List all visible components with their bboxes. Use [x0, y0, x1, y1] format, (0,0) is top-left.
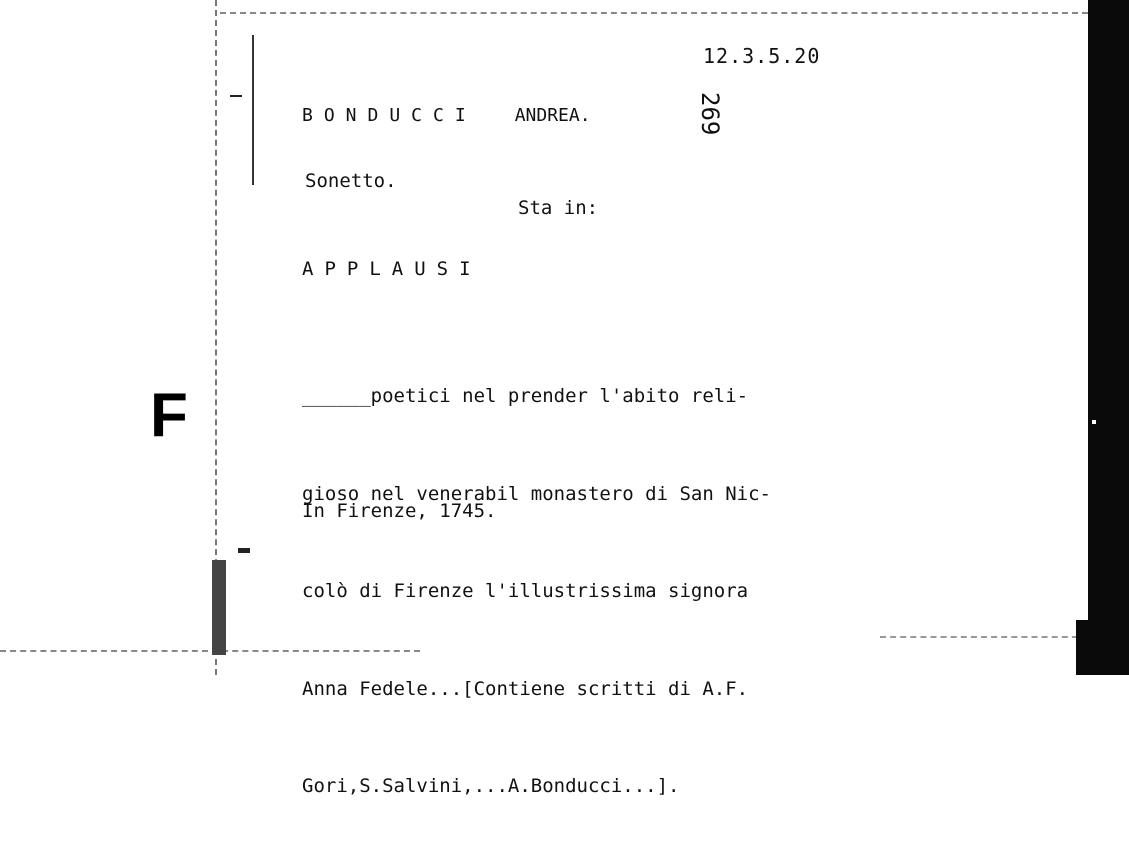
section-letter: F	[150, 381, 188, 450]
author-surname: BONDUCCI	[302, 105, 477, 126]
scan-speck	[238, 548, 250, 553]
scan-speck	[1092, 420, 1096, 424]
catalog-number: 12.3.5.20	[703, 44, 821, 68]
description-line: gioso nel venerabil monastero di San Nic-	[302, 482, 771, 505]
scan-smudge	[212, 560, 226, 655]
description-block	[302, 315, 771, 868]
collection-title: APPLAUSI	[302, 258, 482, 280]
bottom-right-border-line	[880, 636, 1088, 638]
author-firstname: ANDREA.	[514, 105, 591, 126]
scan-edge-shadow	[1088, 0, 1129, 675]
description-line: ______poetici nel prender l'abito reli-	[302, 385, 749, 407]
author-heading	[302, 105, 591, 126]
description-line: Anna Fedele...[Contiene scritti di A.F.	[302, 677, 749, 700]
left-margin-mark	[252, 35, 254, 185]
genre-label: Sonetto.	[305, 170, 397, 192]
description-line: colò di Firenze l'illustrissima signora	[302, 580, 749, 602]
contained-in-label: Sta in:	[518, 197, 599, 219]
top-border-line	[220, 12, 1088, 14]
imprint-line: In Firenze, 1745.	[302, 500, 497, 522]
description-line: Gori,S.Salvini,...A.Bonducci...].	[302, 775, 680, 797]
shelf-mark: 269	[696, 92, 724, 136]
scan-speck	[230, 95, 242, 97]
